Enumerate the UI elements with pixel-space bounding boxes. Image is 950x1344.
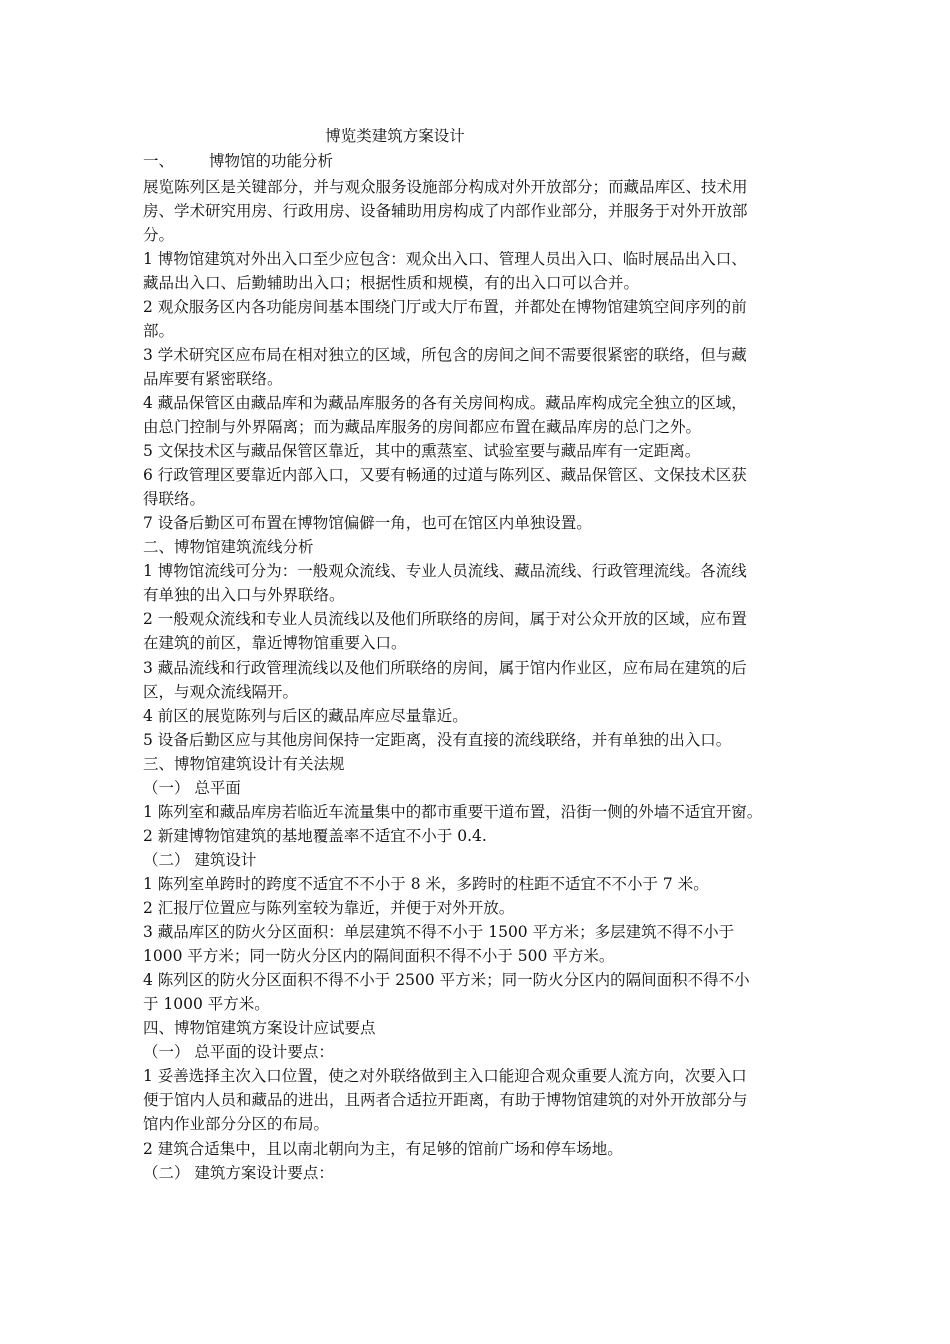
text-line: 有单独的出入口与外界联络。 — [143, 586, 345, 605]
text-line: （二） 建筑设计 — [143, 850, 257, 869]
text-line: 3 藏品库区的防火分区面积：单层建筑不得不小于 1500 平方米；多层建筑不得不小于 — [143, 923, 735, 942]
text-line: 4 藏品保管区由藏品库和为藏品库服务的各有关房间构成。藏品库构成完全独立的区域， — [143, 393, 747, 412]
text-line: 得联络。 — [143, 490, 206, 509]
text-line: 4 前区的展览陈列与后区的藏品库应尽量靠近。 — [143, 706, 468, 725]
text-line: （二） 建筑方案设计要点： — [143, 1163, 334, 1182]
text-line: 展览陈列区是关键部分，并与观众服务设施部分构成对外开放部分；而藏品库区、技术用 — [143, 177, 748, 196]
text-line: 2 新建博物馆建筑的基地覆盖率不适宜不小于 0.4. — [143, 826, 487, 845]
text-line: 由总门控制与外界隔离；而为藏品库服务的房间都应布置在藏品库房的总门之外。 — [143, 418, 702, 436]
text-line: 2 一般观众流线和专业人员流线以及他们所联络的房间，属于对公众开放的区域，应布置 — [143, 610, 747, 629]
text-line: 3 藏品流线和行政管理流线以及他们所联络的房间，属于馆内作业区，应布局在建筑的后 — [143, 658, 747, 677]
text-line: 1 博物馆建筑对外出入口至少应包含：观众出入口、管理人员出入口、临时展品出入口、 — [143, 249, 747, 268]
section-heading-1 — [143, 150, 823, 173]
text-line: （一） 总平面的设计要点： — [143, 1043, 334, 1062]
text-line: 2 观众服务区内各功能房间基本围绕门厅或大厅布置，并都处在博物馆建筑空间序列的前 — [143, 297, 747, 316]
text-line: （一） 总平面 — [143, 778, 241, 797]
text-line: 藏品出入口、后勤辅助出入口；根据性质和规模，有的出入口可以合并。 — [143, 273, 640, 292]
text-line: 三、博物馆建筑设计有关法规 — [143, 754, 345, 773]
text-line: 品库要有紧密联络。 — [143, 369, 283, 388]
text-line: 1 陈列室单跨时的跨度不适宜不不小于 8 米，多跨时的柱距不适宜不不小于 7 米。 — [143, 874, 709, 893]
text-line: 3 学术研究区应布局在相对独立的区域，所包含的房间之间不需要很紧密的联络，但与藏 — [143, 345, 747, 364]
text-line: 2 建筑合适集中，且以南北朝向为主，有足够的馆前广场和停车场地。 — [143, 1139, 623, 1158]
section-heading-number: 一、 — [143, 152, 175, 170]
text-line: 5 文保技术区与藏品保管区靠近，其中的熏蒸室、试验室要与藏品库有一定距离。 — [143, 442, 701, 461]
text-line: 分。 — [143, 225, 175, 244]
text-line: 1 妥善选择主次入口位置，使之对外联络做到主入口能迎合观众重要人流方向，次要入口 — [143, 1067, 747, 1086]
text-line: 2 汇报厅位置应与陈列室较为靠近，并便于对外开放。 — [143, 899, 515, 917]
text-line: 在建筑的前区，靠近博物馆重要入口。 — [143, 634, 407, 653]
text-line: 于 1000 平方米。 — [143, 995, 270, 1014]
text-line: 区，与观众流线隔开。 — [143, 682, 299, 701]
text-line: 1000 平方米；同一防火分区内的隔间面积不得不小于 500 平方米。 — [143, 947, 615, 966]
text-line: 馆内作业部分分区的布局。 — [143, 1115, 330, 1134]
section-heading-text: 博物馆的功能分析 — [209, 152, 334, 170]
document-title: 博览类建筑方案设计 — [325, 127, 465, 145]
text-line: 1 陈列室和藏品库房若临近车流量集中的都市重要干道布置，沿街一侧的外墙不适宜开窗。 — [143, 802, 763, 821]
text-line: 四、博物馆建筑方案设计应试要点 — [143, 1019, 376, 1038]
text-line: 7 设备后勤区可布置在博物馆偏僻一角，也可在馆区内单独设置。 — [143, 514, 592, 533]
text-line: 部。 — [143, 321, 175, 340]
text-line: 便于馆内人员和藏品的进出，且两者合适拉开距离，有助于博物馆建筑的对外开放部分与 — [143, 1091, 748, 1110]
text-line: 4 陈列区的防火分区面积不得不小于 2500 平方米；同一防火分区内的隔间面积不得不小 — [143, 971, 750, 990]
text-line: 1 博物馆流线可分为：一般观众流线、专业人员流线、藏品流线、行政管理流线。各流线 — [143, 562, 747, 581]
text-line: 房、学术研究用房、行政用房、设备辅助用房构成了内部作业部分，并服务于对外开放部 — [143, 201, 748, 220]
text-line: 二、博物馆建筑流线分析 — [143, 538, 314, 557]
text-line: 5 设备后勤区应与其他房间保持一定距离，没有直接的流线联络，并有单独的出入口。 — [143, 730, 732, 749]
text-line: 6 行政管理区要靠近内部入口，又要有畅通的过道与陈列区、藏品保管区、文保技术区获 — [143, 466, 747, 485]
